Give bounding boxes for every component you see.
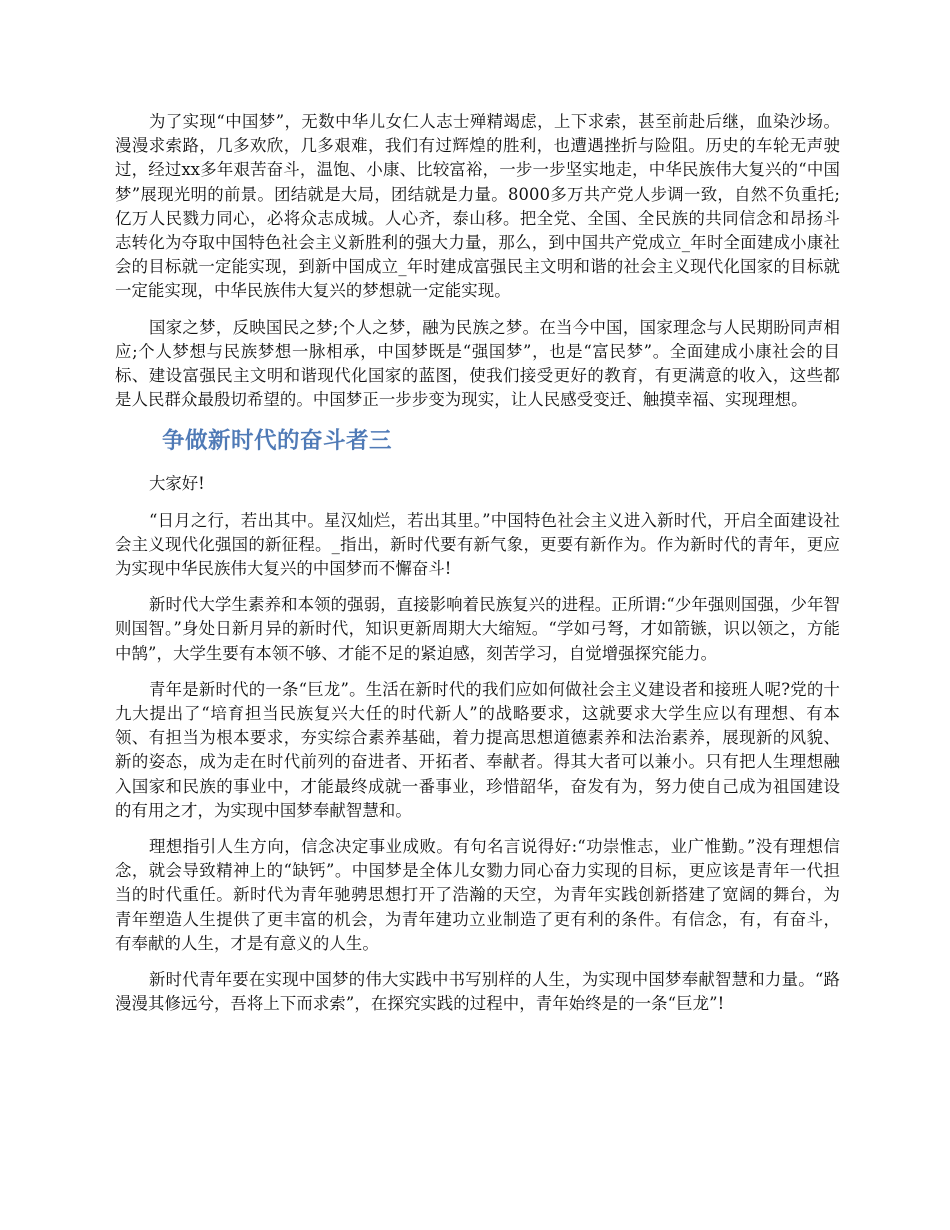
paragraph-youth-dragon: 青年是新时代的一条“巨龙”。生活在新时代的我们应如何做社会主义建设者和接班人呢?党的十九大提出了“培育担当民族复兴大任的时代新人”的战略要求，这就要求大学生应以有理想、有本领、有担当为根本要求，夯实综合素养基础，着力提高思想道德素养和法治素养，展现新的风貌、新的姿态，成为走在时代前列的奋进者、开拓者、奉献者。得其大者可以兼小。只有把人生理想融入国家和民族的事业中，才能最终成就一番事业，珍惜韶华，奋发有为，努力使自己成为祖国建设的有用之才，为实现中国梦奉献智慧和。 xyxy=(115,679,840,820)
paragraph-ideals-beliefs: 理想指引人生方向，信念决定事业成败。有句名言说得好:“功崇惟志，业广惟勤。”没有理想信念，就会导致精神上的“缺钙”。中国梦是全体儿女勠力同心奋力实现的目标，更应该是青年一代担当的时代重任。新时代为青年驰骋思想打开了浩瀚的天空，为青年实践创新搭建了宽阔的舞台，为青年塑造人生提供了更丰富的机会，为青年建功立业制造了更有利的条件。有信念，有，有奋斗，有奉献的人生，才是有意义的人生。 xyxy=(115,837,840,953)
section-heading: 争做新时代的奋斗者三 xyxy=(162,428,393,455)
paragraph-new-era: “日月之行，若出其中。星汉灿烂，若出其里。”中国特色社会主义进入新时代，开启全面建设社会主义现代化强国的新征程。_指出，新时代要有新气象，更要有新作为。作为新时代的青年，更应为实现中华民族伟大复兴的中国梦而不懈奋斗! xyxy=(115,510,840,579)
document-page xyxy=(115,110,840,1029)
paragraph-closing: 新时代青年要在实现中国梦的伟大实践中书写别样的人生，为实现中国梦奉献智慧和力量。“路漫漫其修远兮，吾将上下而求索”，在探究实践的过程中，青年始终是的一条“巨龙”! xyxy=(115,970,840,1014)
paragraph-student-ability: 新时代大学生素养和本领的强弱，直接影响着民族复兴的进程。正所谓:“少年强则国强，少年智则国智。”身处日新月异的新时代，知识更新周期大大缩短。“学如弓弩，才如箭镞，识以领之，方能中鹄”，大学生要有本领不够、才能不足的紧迫感，刻苦学习，自觉增强探究能力。 xyxy=(115,595,840,663)
paragraph-chinese-dream-struggle: 为了实现“中国梦”，无数中华儿女仁人志士殚精竭虑，上下求索，甚至前赴后继，血染沙场。漫漫求索路，几多欢欣，几多艰难，我们有过辉煌的胜利，也遭遇挫折与险阻。历史的车轮无声驶过，经过xx多年艰苦奋斗，温饱、小康、比较富裕，一步一步坚实地走，中华民族伟大复兴的“中国梦”展现光明的前景。团结就是大局，团结就是力量。8000多万共产党人步调一致，自然不负重托;亿万人民戮力同心，必将众志成城。人心齐，泰山移。把全党、全国、全民族的共同信念和昂扬斗志转化为夺取中国特色社会主义新胜利的强大力量，那么，到中国共产党成立_年时全面建成小康社会的目标就一定能实现，到新中国成立_年时建成富强民主文明和谐的社会主义现代化国家的目标就一定能实现，中华民族伟大复兴的梦想就一定能实现。 xyxy=(115,112,840,301)
greeting-text: 大家好! xyxy=(149,474,205,494)
paragraph-national-dream: 国家之梦，反映国民之梦;个人之梦，融为民族之梦。在当今中国，国家理念与人民期盼同声相应;个人梦想与民族梦想一脉相承，中国梦既是“强国梦”，也是“富民梦”。全面建成小康社会的目标、建设富强民主文明和谐现代化国家的蓝图，使我们接受更好的教育，有更满意的收入，这些都是人民群众最殷切希望的。中国梦正一步步变为现实，让人民感受变迁、触摸幸福、实现理想。 xyxy=(115,317,840,410)
